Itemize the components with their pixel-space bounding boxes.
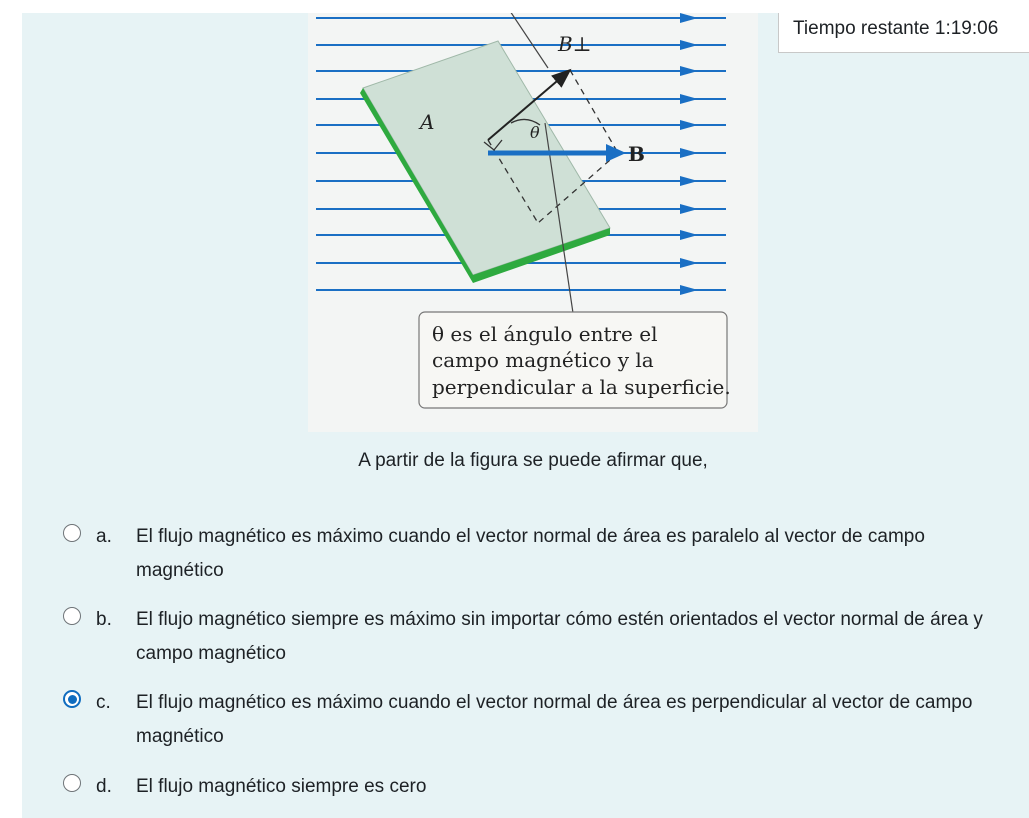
option-letter: a. [96, 526, 112, 547]
option-letter: d. [96, 776, 112, 797]
callout-line-3: perpendicular a la superficie. [432, 375, 731, 399]
question-prompt: A partir de la figura se puede afirmar que, [358, 450, 708, 471]
callout-line-2: campo magnético y la [432, 348, 654, 372]
option-text: El flujo magnético siempre es máximo sin importar cómo estén orientados el vector normal de área y campo magnético [136, 609, 983, 664]
label-a: A [420, 110, 435, 134]
radio-b[interactable] [63, 607, 81, 625]
callout-line-1: θ es el ángulo entre el [432, 322, 658, 346]
label-b: B [628, 142, 645, 166]
timer-value: 1:19:06 [934, 18, 999, 39]
radio-a[interactable] [63, 524, 81, 542]
radio-d[interactable] [63, 774, 81, 792]
option-text: El flujo magnético es máximo cuando el vector normal de área es paralelo al vector de campo magnético [136, 526, 925, 581]
option-letter: c. [96, 692, 111, 713]
time-remaining [778, 13, 1029, 53]
label-bperp: B⊥ [558, 32, 592, 56]
option-letter: b. [96, 609, 112, 630]
timer-label: Tiempo restante [793, 18, 930, 39]
option-text: El flujo magnético siempre es cero [136, 776, 427, 797]
label-theta: θ [530, 123, 540, 142]
magnetic-flux-figure [308, 13, 758, 432]
radio-c[interactable] [63, 690, 81, 708]
option-text: El flujo magnético es máximo cuando el vector normal de área es perpendicular al vector de campo magnético [136, 692, 973, 747]
